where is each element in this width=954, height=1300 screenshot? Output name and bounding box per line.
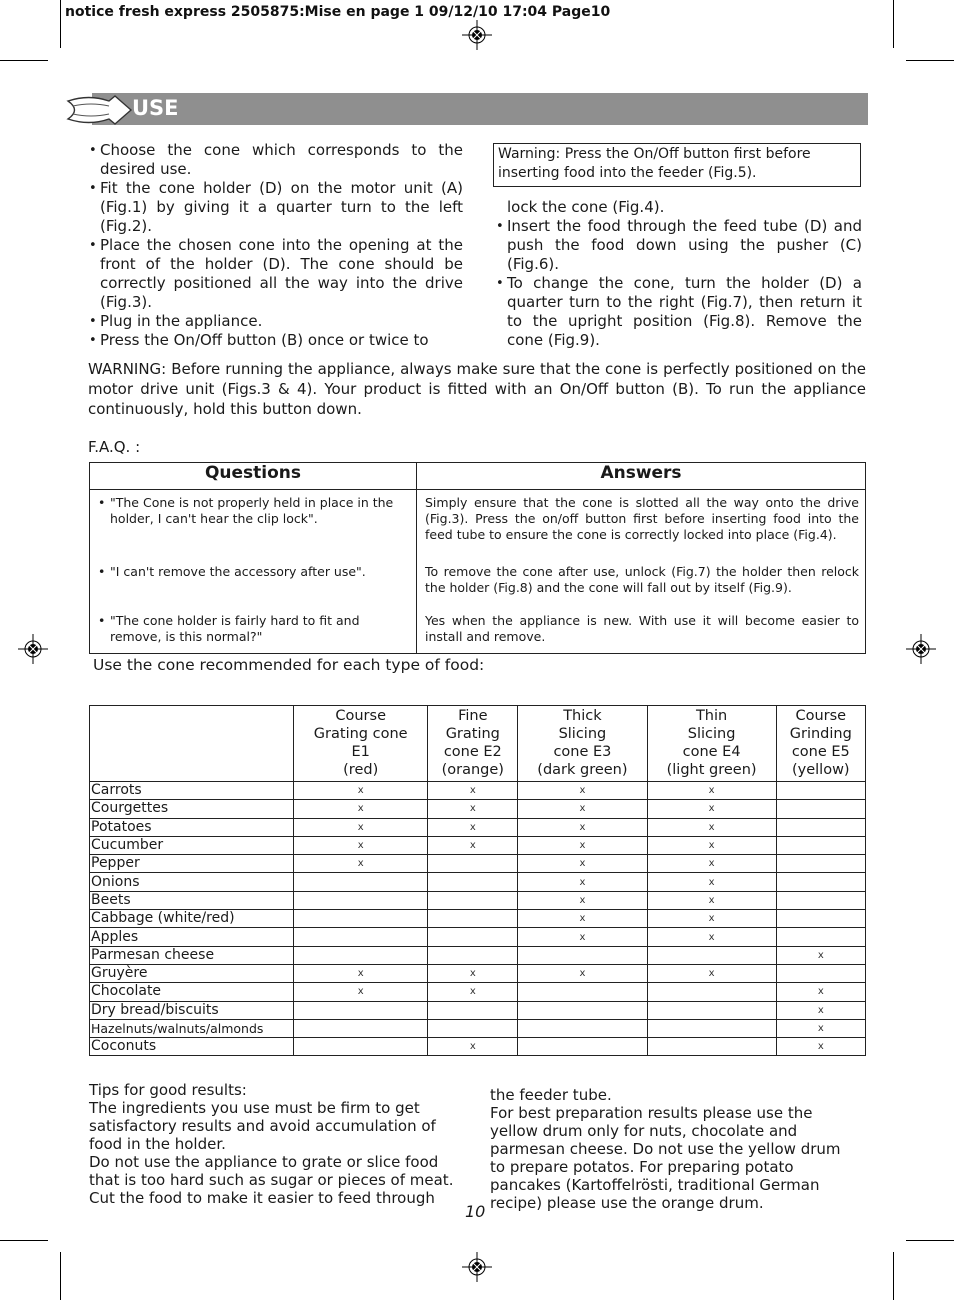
- cone-mark-cell: x: [428, 836, 518, 854]
- section-title: USE: [132, 96, 179, 120]
- cone-mark-cell: [428, 946, 518, 964]
- cone-mark-cell: [647, 983, 776, 1001]
- food-name: Cucumber: [90, 836, 294, 854]
- tips-paragraph: the feeder tube.: [490, 1086, 612, 1104]
- cone-mark-cell: x: [647, 836, 776, 854]
- faq-header-questions: Questions: [90, 463, 417, 490]
- cone-header-row: [90, 706, 866, 782]
- food-name: Dry bread/biscuits: [90, 1001, 294, 1019]
- faq-table: [89, 462, 866, 654]
- cone-mark-cell: x: [518, 818, 647, 836]
- tips-paragraph: For best preparation results please use the yellow drum only for nuts, chocolate and parmesan cheese. Do not use the yellow drum to prepare potatos. For preparing potato pancakes (Kartoffelrösti, traditional German recipe) please use the orange drum.: [490, 1104, 841, 1212]
- cone-mark-cell: x: [776, 1019, 865, 1037]
- instruction-item: • Plug in the appliance.: [89, 312, 463, 331]
- cone-mark-cell: [518, 1001, 647, 1019]
- cone-mark-cell: x: [518, 782, 647, 800]
- table-row: [90, 964, 866, 982]
- section-banner: [92, 93, 868, 125]
- food-name: Hazelnuts/walnuts/almonds: [90, 1019, 294, 1037]
- cone-mark-cell: x: [294, 983, 428, 1001]
- table-row: [90, 910, 866, 928]
- cone-header-e1: Course Grating cone E1 (red): [294, 706, 428, 782]
- table-row: [90, 800, 866, 818]
- cone-mark-cell: x: [294, 836, 428, 854]
- cone-mark-cell: x: [776, 983, 865, 1001]
- table-row: [90, 818, 866, 836]
- faq-answer: Yes when the appliance is new. With use it will become easier to install and remove.: [417, 608, 866, 654]
- cone-mark-cell: x: [647, 928, 776, 946]
- crop-mark: [906, 1240, 954, 1241]
- cone-mark-cell: [776, 891, 865, 909]
- cone-mark-cell: x: [518, 873, 647, 891]
- food-name: Parmesan cheese: [90, 946, 294, 964]
- table-row: [90, 490, 866, 560]
- instruction-item: • Choose the cone which corresponds to the desired use.: [89, 141, 463, 179]
- cone-mark-cell: [518, 1038, 647, 1056]
- crop-mark: [60, 1252, 61, 1300]
- table-row: [90, 855, 866, 873]
- table-row: [90, 782, 866, 800]
- cone-header-e2: Fine Grating cone E2 (orange): [428, 706, 518, 782]
- cone-mark-cell: [776, 818, 865, 836]
- cone-mark-cell: [518, 946, 647, 964]
- cone-mark-cell: [294, 1001, 428, 1019]
- table-row: [90, 1019, 866, 1037]
- crop-mark: [893, 0, 894, 48]
- faq-question: • "The cone holder is fairly hard to fit and remove, is this normal?": [90, 608, 417, 654]
- warning-box: Warning: Press the On/Off button first before inserting food into the feeder (Fig.5).: [493, 143, 861, 187]
- table-row: [90, 946, 866, 964]
- arrow-icon: [65, 92, 135, 128]
- instructions-left: [89, 141, 463, 350]
- cone-mark-cell: [428, 855, 518, 873]
- cone-mark-cell: x: [518, 800, 647, 818]
- cone-mark-cell: x: [647, 964, 776, 982]
- cone-mark-cell: [518, 983, 647, 1001]
- cone-header-e4: Thin Slicing cone E4 (light green): [647, 706, 776, 782]
- cone-mark-cell: x: [518, 891, 647, 909]
- cone-mark-cell: x: [776, 1001, 865, 1019]
- table-row: [90, 608, 866, 654]
- cone-mark-cell: x: [776, 1038, 865, 1056]
- cone-mark-cell: [647, 1001, 776, 1019]
- cone-mark-cell: [776, 800, 865, 818]
- cone-mark-cell: [776, 855, 865, 873]
- cone-mark-cell: x: [428, 1038, 518, 1056]
- cone-mark-cell: x: [518, 964, 647, 982]
- cone-mark-cell: [776, 928, 865, 946]
- food-name: Potatoes: [90, 818, 294, 836]
- cone-header-e5: Course Grinding cone E5 (yellow): [776, 706, 865, 782]
- tips-paragraph: Do not use the appliance to grate or slice food that is too hard such as sugar or pieces of meat. Cut the food to make it easier to feed through: [89, 1153, 454, 1207]
- cone-mark-cell: [776, 910, 865, 928]
- cone-mark-cell: [647, 1038, 776, 1056]
- cone-mark-cell: x: [294, 855, 428, 873]
- cone-mark-cell: x: [428, 983, 518, 1001]
- food-name: Gruyère: [90, 964, 294, 982]
- table-row: [90, 1001, 866, 1019]
- cone-mark-cell: [647, 946, 776, 964]
- crop-mark: [0, 1240, 48, 1241]
- cone-mark-cell: x: [647, 800, 776, 818]
- registration-mark-icon: [462, 1252, 492, 1282]
- food-name: Coconuts: [90, 1038, 294, 1056]
- cone-mark-cell: [428, 928, 518, 946]
- cone-mark-cell: [294, 1038, 428, 1056]
- table-row: [90, 1038, 866, 1056]
- cone-mark-cell: [428, 891, 518, 909]
- food-name: Cabbage (white/red): [90, 910, 294, 928]
- page-number: 10: [465, 1202, 486, 1221]
- instruction-item: • Press the On/Off button (B) once or twice to: [89, 331, 463, 350]
- registration-mark-icon: [906, 634, 936, 664]
- cone-mark-cell: x: [294, 800, 428, 818]
- food-name: Pepper: [90, 855, 294, 873]
- cone-mark-cell: [294, 873, 428, 891]
- faq-question: • "The Cone is not properly held in place in the holder, I can't hear the clip lock".: [90, 490, 417, 560]
- cone-mark-cell: x: [776, 946, 865, 964]
- table-row: [90, 983, 866, 1001]
- cone-mark-cell: [647, 1019, 776, 1037]
- table-row: [90, 928, 866, 946]
- cone-mark-cell: x: [428, 782, 518, 800]
- food-name: Beets: [90, 891, 294, 909]
- cone-mark-cell: [428, 1019, 518, 1037]
- registration-mark-icon: [462, 20, 492, 50]
- instruction-continuation: lock the cone (Fig.4).: [507, 198, 665, 216]
- table-row: [90, 873, 866, 891]
- crop-mark: [906, 60, 954, 61]
- crop-mark: [893, 1252, 894, 1300]
- cone-mark-cell: [294, 928, 428, 946]
- cone-mark-cell: x: [294, 782, 428, 800]
- cone-table: [89, 705, 866, 1056]
- food-name: Apples: [90, 928, 294, 946]
- cone-intro: Use the cone recommended for each type of food:: [93, 656, 485, 674]
- cone-mark-cell: x: [294, 818, 428, 836]
- crop-mark: [60, 0, 61, 48]
- crop-mark: [0, 60, 48, 61]
- cone-header-e3: Thick Slicing cone E3 (dark green): [518, 706, 647, 782]
- instruction-item: • Place the chosen cone into the opening at the front of the holder (D). The cone should be correctly positioned all the way into the drive (Fig.3).: [89, 236, 463, 312]
- cone-mark-cell: [294, 1019, 428, 1037]
- cone-mark-cell: [518, 1019, 647, 1037]
- cone-mark-cell: [428, 1001, 518, 1019]
- cone-mark-cell: x: [518, 836, 647, 854]
- cone-mark-cell: x: [428, 800, 518, 818]
- registration-mark-icon: [18, 634, 48, 664]
- corner-cell: [90, 706, 294, 782]
- cone-mark-cell: x: [428, 818, 518, 836]
- food-name: Courgettes: [90, 800, 294, 818]
- cone-mark-cell: x: [647, 910, 776, 928]
- tips-heading: Tips for good results:: [89, 1081, 247, 1099]
- cone-mark-cell: [776, 836, 865, 854]
- tips-left: [89, 1081, 467, 1207]
- cone-mark-cell: x: [518, 855, 647, 873]
- cone-mark-cell: x: [647, 891, 776, 909]
- cone-mark-cell: x: [518, 910, 647, 928]
- cone-mark-cell: [776, 964, 865, 982]
- cone-mark-cell: x: [647, 855, 776, 873]
- cone-mark-cell: [294, 910, 428, 928]
- instruction-item: • To change the cone, turn the holder (D) a quarter turn to the right (Fig.7), then return it to the upright position (Fig.8). Remove the cone (Fig.9).: [496, 274, 862, 350]
- instruction-item: • Fit the cone holder (D) on the motor unit (A) (Fig.1) by giving it a quarter turn to the left (Fig.2).: [89, 179, 463, 236]
- table-row: [90, 891, 866, 909]
- table-row: [90, 559, 866, 608]
- instructions-right: [496, 198, 862, 350]
- cone-mark-cell: [776, 873, 865, 891]
- faq-answer: Simply ensure that the cone is slotted all the way onto the drive (Fig.3). Press the on/off button first before inserting food into the feed tube to ensure the cone is correctly locked into place (Fig.4).: [417, 490, 866, 560]
- cone-mark-cell: x: [294, 964, 428, 982]
- warning-paragraph: WARNING: Before running the appliance, always make sure that the cone is perfectly positioned on the motor drive unit (Figs.3 & 4). Your product is fitted with an On/Off button (B). To run the appliance continuously, hold this button down.: [88, 360, 866, 418]
- faq-question: • "I can't remove the accessory after use".: [90, 559, 417, 608]
- cone-mark-cell: [294, 946, 428, 964]
- faq-answer: To remove the cone after use, unlock (Fig.7) the holder then relock the holder (Fig.8) and the cone will fall out by itself (Fig.9).: [417, 559, 866, 608]
- food-name: Chocolate: [90, 983, 294, 1001]
- print-header: notice fresh express 2505875:Mise en page 1 09/12/10 17:04 Page10: [65, 4, 611, 20]
- instruction-item: • Insert the food through the feed tube (D) and push the food down using the pusher (C) (Fig.6).: [496, 217, 862, 274]
- cone-mark-cell: [776, 782, 865, 800]
- faq-header-answers: Answers: [417, 463, 866, 490]
- cone-mark-cell: x: [647, 873, 776, 891]
- cone-mark-cell: x: [518, 928, 647, 946]
- cone-mark-cell: [428, 873, 518, 891]
- tips-right: [490, 1086, 855, 1212]
- cone-mark-cell: [428, 910, 518, 928]
- faq-heading: F.A.Q. :: [88, 438, 141, 456]
- food-name: Carrots: [90, 782, 294, 800]
- cone-mark-cell: [294, 891, 428, 909]
- cone-mark-cell: x: [428, 964, 518, 982]
- tips-paragraph: The ingredients you use must be firm to get satisfactory results and avoid accumulation of food in the holder.: [89, 1099, 436, 1153]
- table-row: [90, 836, 866, 854]
- food-name: Onions: [90, 873, 294, 891]
- cone-mark-cell: x: [647, 782, 776, 800]
- cone-mark-cell: x: [647, 818, 776, 836]
